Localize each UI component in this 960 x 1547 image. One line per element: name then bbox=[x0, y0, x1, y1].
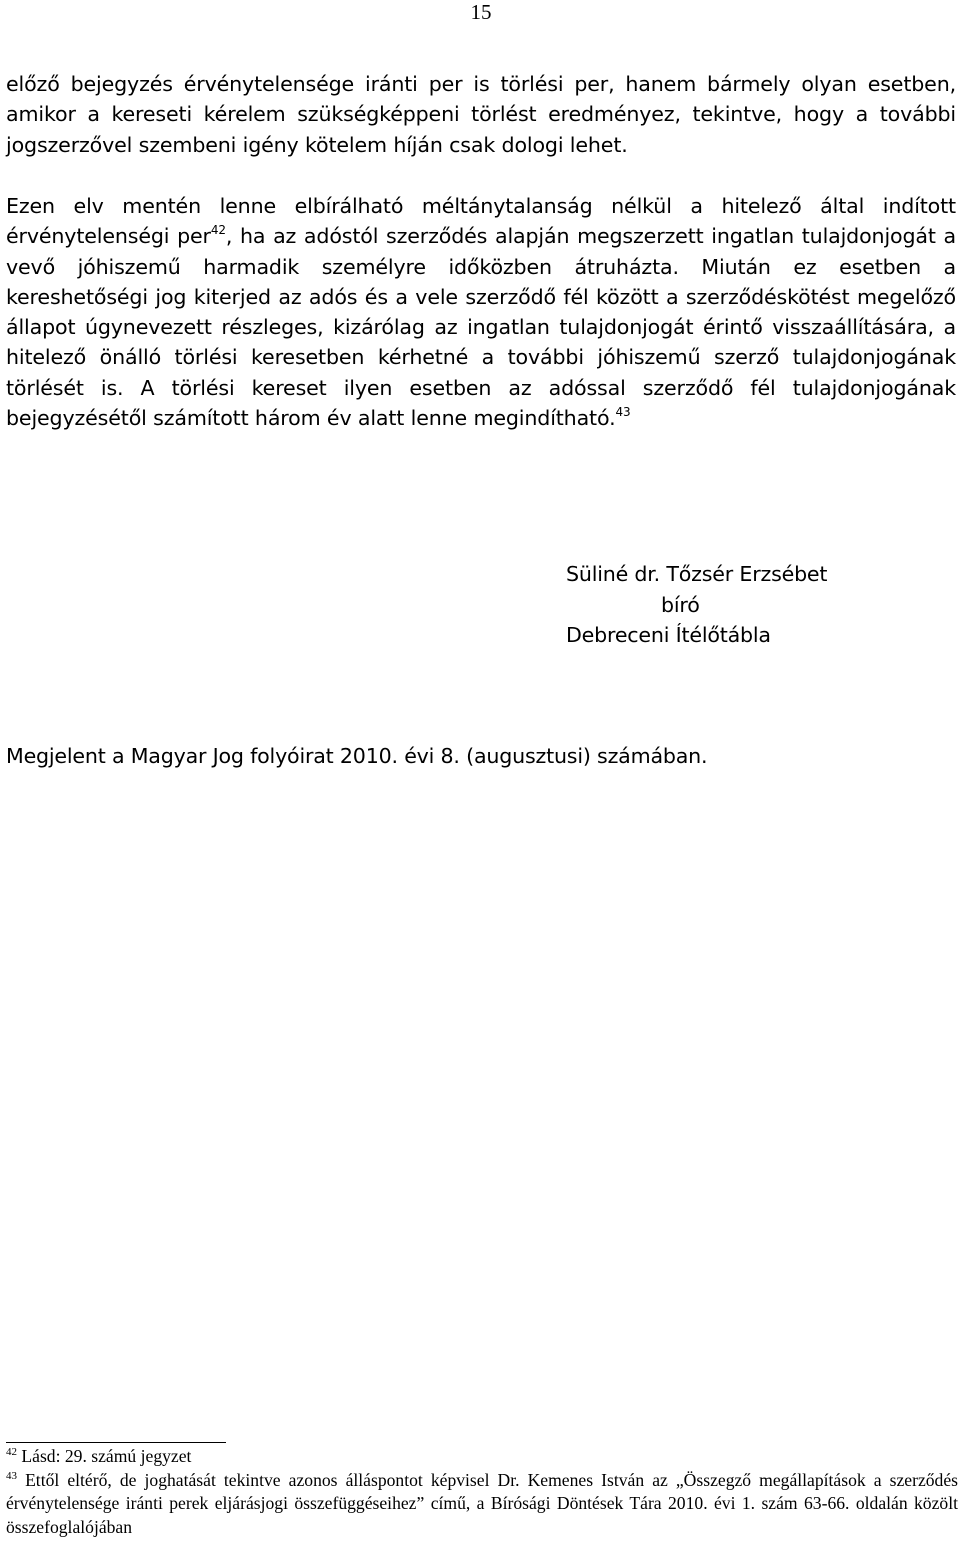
footnote-number: 42 bbox=[6, 1446, 17, 1458]
paragraph-2 bbox=[6, 191, 956, 433]
publication-note: Megjelent a Magyar Jog folyóirat 2010. évi 8. (augusztusi) számában. bbox=[6, 744, 708, 768]
footnote-42 bbox=[6, 1445, 958, 1469]
footnote-43 bbox=[6, 1469, 958, 1540]
signature-name: Süliné dr. Tőzsér Erzsébet bbox=[566, 562, 828, 586]
footnote-ref-42[interactable]: 42 bbox=[210, 223, 226, 238]
footnotes bbox=[6, 1445, 958, 1539]
footnote-number: 43 bbox=[6, 1469, 17, 1482]
footnote-text: Lásd: 29. számú jegyzet bbox=[17, 1446, 192, 1466]
footnote-separator bbox=[6, 1442, 226, 1443]
paragraph-2-text-start: Ezen elv mentén lenne elbírálható méltánytalanság nélkül a hitelező által indított érvénytelenségi per bbox=[6, 194, 956, 249]
paragraph-1 bbox=[6, 69, 956, 160]
paragraph-2-text-end: , ha az adóstól szerződés alapján megszerzett ingatlan tulajdonjogát a vevő jóhiszemű harmadik személyre időközben átruházta. Miután ez esetben a kereshetőségi jog kiterjed az adós és a vele szerződő fél között a szerződéskötést megelőző állapot úgynevezett részleges, kizárólag az ingatlan tulajdonjogát érintő visszaállítására, a hitelező önálló törlési keresetben kérhetné a további jóhiszemű szerző tulajdonjogának törlését is. A törlési kereset ilyen esetben az adóssal szerződő fél tulajdonjogának bejegyzésétől számított három év alatt lenne megindítható. bbox=[6, 224, 956, 431]
footnote-text: Ettől eltérő, de joghatását tekintve azonos álláspontot képvisel Dr. Kemenes István az „Összegző megállapítások a szerződés érvénytelensége iránti perek eljárásjogi összefüggéseihez” című, a Bírósági Döntések Tára 2010. évi 1. szám 63-66. oldalán közölt összefoglalójában bbox=[6, 1469, 958, 1537]
page-number: 15 bbox=[470, 0, 492, 24]
signature-court: Debreceni Ítélőtábla bbox=[566, 623, 771, 647]
footnote-ref-43[interactable]: 43 bbox=[615, 405, 631, 420]
signature-block bbox=[566, 559, 827, 651]
paragraph-1-text: előző bejegyzés érvénytelensége iránti per is törlési per, hanem bármely olyan esetben, amikor a kereseti kérelem szükségképpeni törlést eredményez, tekintve, hogy a további jogszerzővel szembeni igény kötelem híján csak dologi lehet. bbox=[6, 72, 956, 157]
signature-role: bíró bbox=[661, 592, 700, 617]
